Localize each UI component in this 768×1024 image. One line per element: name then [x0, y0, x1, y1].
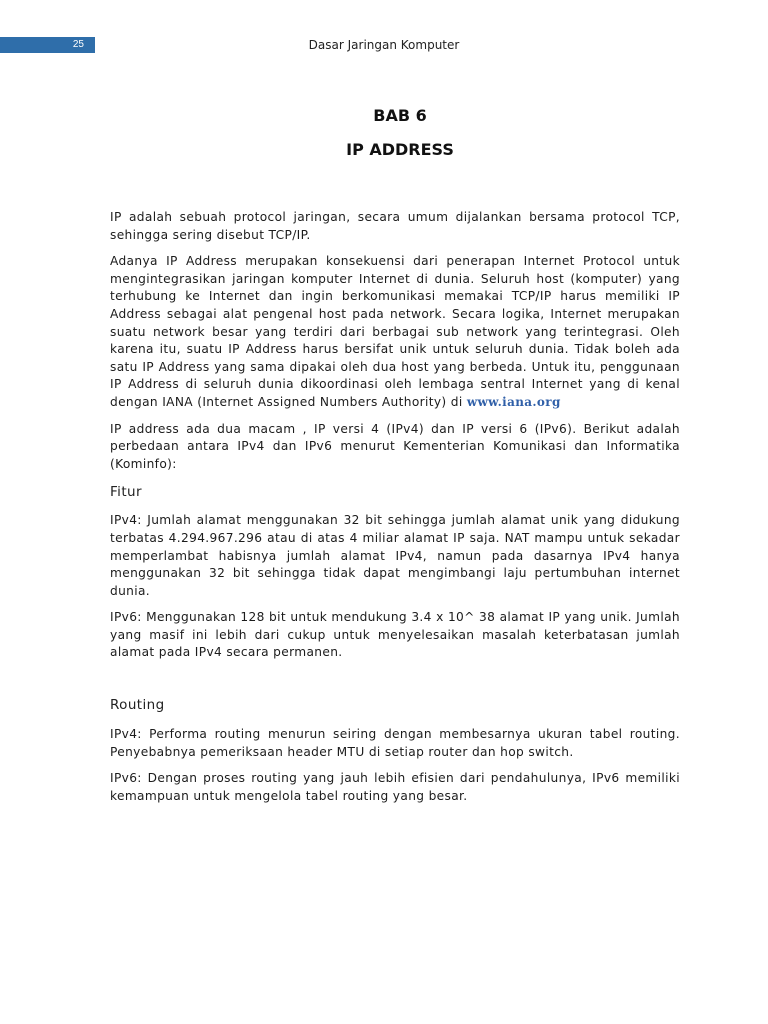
paragraph-iana-text: Adanya IP Address merupakan konsekuensi dari penerapan Internet Protocol untuk mengintegrasikan jaringan komputer Internet di dunia. Seluruh host (komputer) yang terhubung ke Internet dan ingin berkomunikasi memakai TCP/IP harus memiliki IP Address sebagai alat pengenal host pada network. Secara logika, Internet merupakan suatu network besar yang terdiri dari berbagai sub network yang terintegrasi. Oleh karena itu, suatu IP Address harus bersifat unik untuk seluruh dunia. Tidak boleh ada satu IP Address yang sama dipakai oleh dua host yang berbeda. Untuk itu, penggunaan IP Address di seluruh dunia dikoordinasi oleh lembaga sentral Internet yang di kenal dengan IANA (Internet Assigned Numbers Authority) di [110, 254, 680, 409]
page-number: 25 [72, 39, 84, 50]
heading-routing: Routing [110, 697, 165, 714]
paragraph-routing-ipv6: IPv6: Dengan proses routing yang jauh lebih efisien dari pendahulunya, IPv6 memiliki kemampuan untuk mengelola tabel routing yang besar. [110, 771, 680, 803]
paragraph-versions: IP address ada dua macam , IP versi 4 (IPv4) dan IP versi 6 (IPv6). Berikut adalah perbedaan antara IPv4 dan IPv6 menurut Kementerian Komunikasi dan Informatika (Kominfo): [110, 421, 680, 471]
paragraph-intro: IP adalah sebuah protocol jaringan, secara umum dijalankan bersama protocol TCP, sehingga sering disebut TCP/IP. [110, 210, 680, 242]
heading-fitur: Fitur [110, 484, 142, 501]
running-header: Dasar Jaringan Komputer [308, 38, 460, 52]
paragraph-routing-ipv4: IPv4: Performa routing menurun seiring dengan membesarnya ukuran tabel routing. Penyebabnya pemeriksaan header MTU di setiap router dan hop switch. [110, 727, 680, 759]
iana-link[interactable]: www.iana.org [466, 394, 561, 409]
chapter-title: IP ADDRESS [346, 140, 454, 159]
paragraph-fitur-ipv4: IPv4: Jumlah alamat menggunakan 32 bit sehingga jumlah alamat unik yang didukung terbatas 4.294.967.296 atau di atas 4 miliar alamat IP saja. NAT mampu untuk sekadar memperlambat habisnya jumlah alamat IPv4, namun pada dasarnya IPv4 hanya menggunakan 32 bit sehingga tidak dapat mengimbangi laju pertumbuhan internet dunia. [110, 513, 680, 598]
paragraph-fitur-ipv6: IPv6: Menggunakan 128 bit untuk mendukung 3.4 x 10^ 38 alamat IP yang unik. Jumlah yang masif ini lebih dari cukup untuk menyelesaikan masalah keterbatasan jumlah alamat pada IPv4 secara permanen. [110, 610, 680, 660]
chapter-number: BAB 6 [373, 106, 427, 125]
body-content [110, 209, 680, 814]
paragraph-iana [110, 253, 680, 411]
